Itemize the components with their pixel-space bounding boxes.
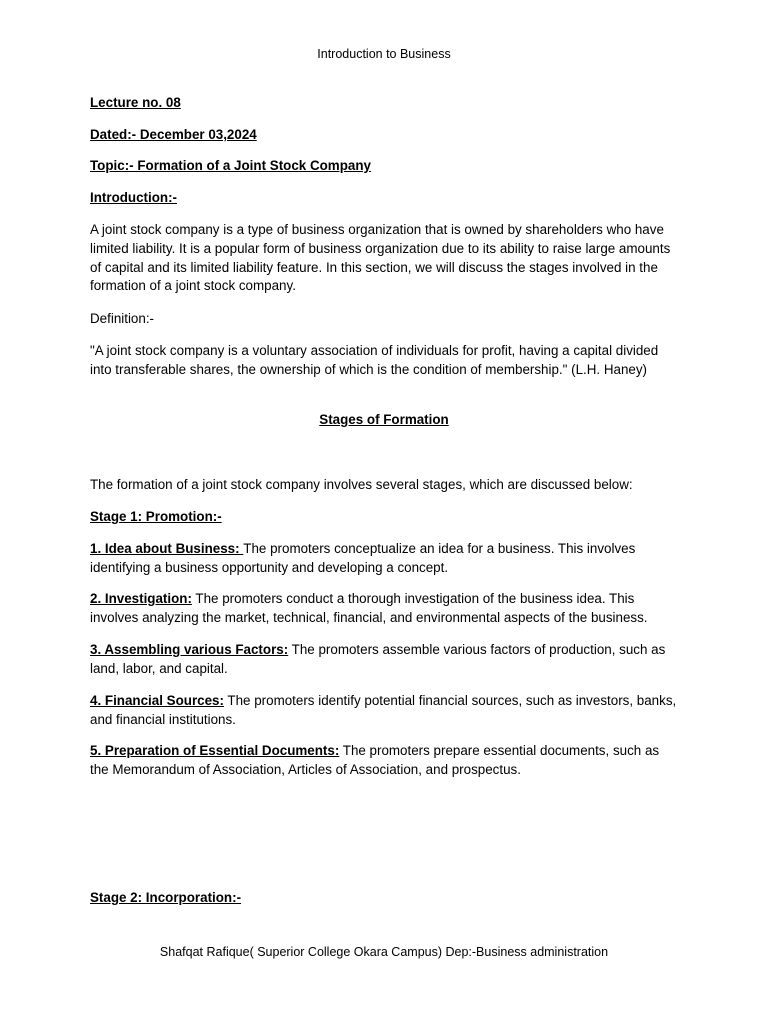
stage1-item-1 (90, 540, 680, 578)
introduction-heading: Introduction:- (90, 190, 178, 205)
stage1-item-4 (90, 692, 680, 730)
stage1-item-5 (90, 742, 680, 780)
stage1-item-3 (90, 641, 680, 679)
stages-heading-text: Stages of Formation (319, 412, 449, 427)
stage1-item-1-text: The promoters conceptualize an idea for a business. This involves identifying a business opportunity and developing a concept. (90, 541, 636, 575)
stage1-item-4-title: 4. Financial Sources: (90, 693, 224, 708)
lecture-topic: Topic:- Formation of a Joint Stock Company (90, 158, 371, 173)
definition-label: Definition:- (90, 311, 155, 326)
definition-quote: "A joint stock company is a voluntary association of individuals for profit, having a capital divided into transferable shares, the ownership of which is the condition of membership." (L.H. Haney) (90, 343, 659, 377)
stage1-heading: Stage 1: Promotion:- (90, 509, 222, 524)
stage1-item-3-text: The promoters assemble various factors of production, such as land, labor, and capital. (90, 642, 666, 676)
stage1-item-2-title: 2. Investigation: (90, 591, 192, 606)
stage1-item-5-text: The promoters prepare essential documents, such as the Memorandum of Association, Articles of Association, and prospectus. (90, 743, 660, 777)
stage1-item-3-title: 3. Assembling various Factors: (90, 642, 289, 657)
stage1-item-4-text: The promoters identify potential financial sources, such as investors, banks, and financial institutions. (90, 693, 677, 727)
stage1-item-2-text: The promoters conduct a thorough investigation of the business idea. This involves analyzing the market, technical, financial, and environmental aspects of the business. (90, 591, 648, 625)
page-header: Introduction to Business (317, 47, 451, 61)
stage1-item-2 (90, 590, 680, 628)
page-footer: Shafqat Rafique( Superior College Okara Campus) Dep:-Business administration (159, 945, 609, 959)
stages-intro: The formation of a joint stock company involves several stages, which are discussed below: (90, 477, 633, 492)
introduction-paragraph: A joint stock company is a type of business organization that is owned by shareholders who have limited liability. It is a popular form of business organization due to its ability to raise large amounts of capital and its limited liability feature. In this section, we will discuss the stages involved in the formation of a joint stock company. (90, 222, 671, 294)
lecture-number: Lecture no. 08 (90, 95, 181, 110)
stage1-item-5-title: 5. Preparation of Essential Documents: (90, 743, 340, 758)
stage2-heading: Stage 2: Incorporation:- (90, 890, 242, 905)
lecture-date: Dated:- December 03,2024 (90, 127, 257, 142)
stage1-item-1-title: 1. Idea about Business: (90, 541, 244, 556)
stages-heading (90, 411, 678, 430)
